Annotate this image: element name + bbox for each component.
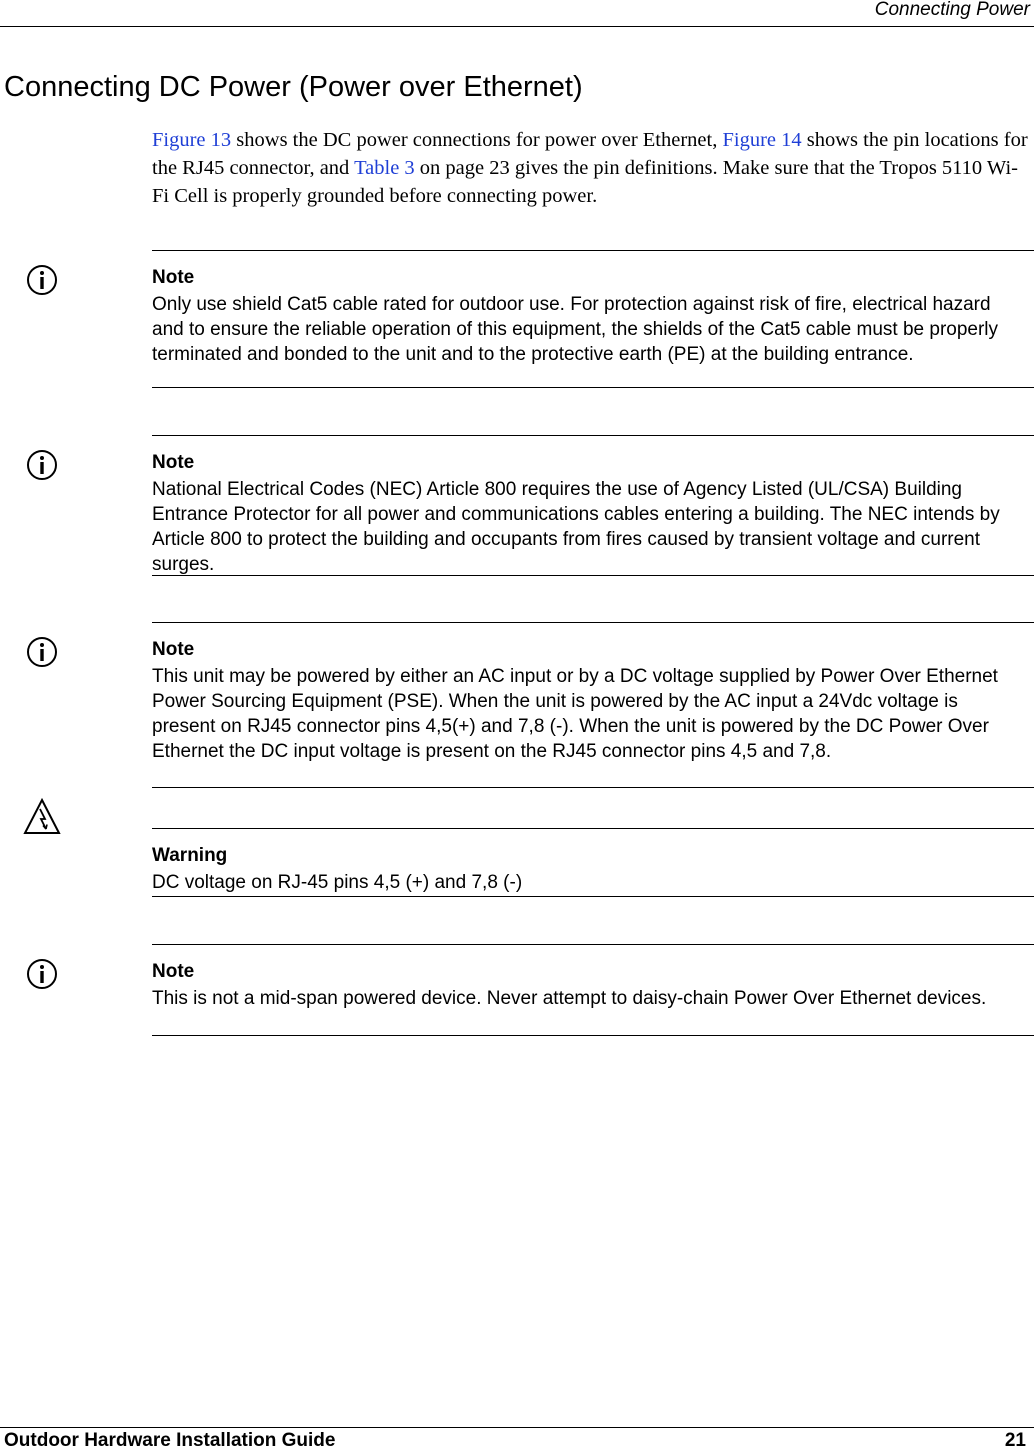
- info-icon: [26, 449, 58, 481]
- table-3-link[interactable]: Table 3: [354, 157, 415, 179]
- footer-guide-title: Outdoor Hardware Installation Guide: [4, 1430, 336, 1451]
- running-header-title: Connecting Power: [874, 0, 1030, 20]
- figure-14-link[interactable]: Figure 14: [722, 129, 802, 151]
- section-title: Connecting DC Power (Power over Ethernet): [4, 71, 583, 103]
- page-footer: [0, 1427, 1034, 1452]
- note-text: National Electrical Codes (NEC) Article 800 requires the use of Agency Listed (UL/CSA) Building Entrance Protector for all power and communications cables entering a building. The NEC intends by Article 800 to protect the building and occupants from fires caused by transient voltage and current surges.: [152, 479, 1000, 575]
- intro-paragraph: [152, 126, 1032, 210]
- note-text: This is not a mid-span powered device. Never attempt to daisy-chain Power Over Ethernet devices.: [152, 988, 987, 1009]
- info-icon: [26, 636, 58, 668]
- note-callout-mid-span: [152, 944, 1034, 1036]
- electrical-hazard-icon: [22, 797, 62, 837]
- warning-text: DC voltage on RJ-45 pins 4,5 (+) and 7,8 (-): [152, 872, 523, 893]
- note-callout-shielded-cable: [152, 250, 1034, 388]
- note-heading: Note: [152, 639, 195, 660]
- warning-heading: Warning: [152, 845, 228, 866]
- note-heading: Note: [152, 452, 195, 473]
- figure-13-link[interactable]: Figure 13: [152, 129, 232, 151]
- note-callout-nec-article-800: [152, 435, 1034, 576]
- warning-callout-dc-voltage: [152, 828, 1034, 897]
- info-icon: [26, 264, 58, 296]
- info-icon: [26, 958, 58, 990]
- page-number: 21: [1004, 1430, 1026, 1451]
- running-header: [0, 0, 1034, 27]
- note-callout-ac-dc-power: [152, 622, 1034, 788]
- note-heading: Note: [152, 961, 195, 982]
- note-text: This unit may be powered by either an AC input or by a DC voltage supplied by Power Over Ethernet Power Sourcing Equipment (PSE). When the unit is powered by the AC input a 24Vdc voltage is present on RJ45 connector pins 4,5(+) and 7,8 (-). When the unit is powered by the DC Power Over Ethernet the DC input voltage is present on the RJ45 connector pins 4,5 and 7,8.: [152, 666, 998, 762]
- intro-text-3: on page 23 gives the pin definitions. Make sure that the Tropos 5110 Wi-Fi Cell is properly grounded before connecting power.: [152, 157, 1018, 207]
- intro-text-2: shows the pin locations for the RJ45 connector, and: [152, 129, 1028, 179]
- note-heading: Note: [152, 267, 195, 288]
- note-text: Only use shield Cat5 cable rated for outdoor use. For protection against risk of fire, electrical hazard and to ensure the reliable operation of this equipment, the shields of the Cat5 cable must be properly terminated and bonded to the unit and to the protective earth (PE) at the building entrance.: [152, 294, 999, 365]
- intro-text-1: shows the DC power connections for power over Ethernet,: [231, 129, 723, 151]
